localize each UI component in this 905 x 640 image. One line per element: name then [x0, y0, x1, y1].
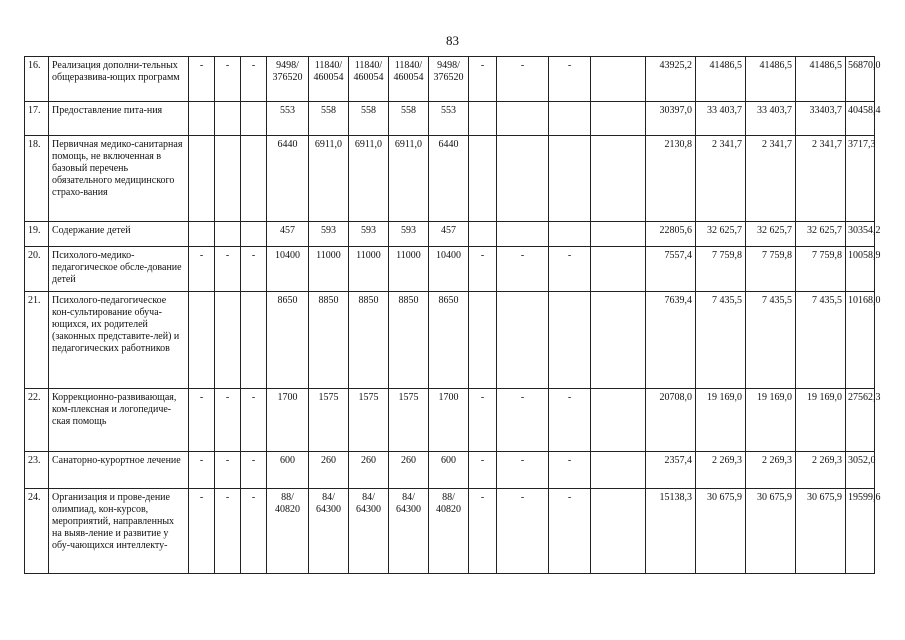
service-name: Реализация дополни-тельных общеразвива-ющих программ: [49, 57, 189, 102]
table-cell: 558: [389, 102, 429, 136]
table-cell: 260: [309, 452, 349, 489]
table-cell: [497, 136, 549, 222]
table-cell: 2 269,3: [746, 452, 796, 489]
table-cell: 600: [429, 452, 469, 489]
table-cell: 10400: [267, 247, 309, 292]
table-cell: 260: [349, 452, 389, 489]
table-cell: 33 403,7: [696, 102, 746, 136]
table-cell: 6911,0: [389, 136, 429, 222]
table-row: [25, 292, 875, 389]
table-row: [25, 136, 875, 222]
empty-cell: [591, 292, 646, 389]
table-cell: -: [215, 389, 241, 452]
table-cell: 593: [389, 222, 429, 247]
table-cell: 84/ 64300: [309, 489, 349, 574]
table-cell: -: [189, 452, 215, 489]
table-cell: 41486,5: [696, 57, 746, 102]
table-cell: 6911,0: [349, 136, 389, 222]
table-cell: [241, 136, 267, 222]
table-cell: [215, 136, 241, 222]
table-cell: 1575: [349, 389, 389, 452]
table-cell: 22805,6: [646, 222, 696, 247]
table-row: [25, 102, 875, 136]
table-cell: [241, 292, 267, 389]
table-cell: 2130,8: [646, 136, 696, 222]
service-name: Организация и прове-дение олимпиад, кон-курсов, мероприятий, направленных на выяв-ление и развитие у обу-чающихся интеллекту-: [49, 489, 189, 574]
table-cell: -: [469, 452, 497, 489]
table-cell: 7 435,5: [796, 292, 846, 389]
table-cell: -: [241, 452, 267, 489]
table-cell: [189, 102, 215, 136]
table-cell: [189, 222, 215, 247]
table-row: [25, 222, 875, 247]
table-cell: 30354,2: [846, 222, 875, 247]
budget-table: [24, 56, 881, 574]
table-cell: 593: [309, 222, 349, 247]
table-cell: -: [215, 247, 241, 292]
table-row: [25, 489, 875, 574]
table-cell: [215, 292, 241, 389]
table-cell: -: [469, 489, 497, 574]
table-cell: 2 341,7: [746, 136, 796, 222]
table-cell: 2 269,3: [796, 452, 846, 489]
row-number: 21.: [25, 292, 49, 389]
table-cell: 457: [429, 222, 469, 247]
table-cell: 260: [389, 452, 429, 489]
table-cell: [469, 292, 497, 389]
service-name: Первичная медико-санитарная помощь, не включенная в базовый перечень обязательного медицинского страхо-вания: [49, 136, 189, 222]
table-cell: 27562,3: [846, 389, 875, 452]
table-cell: [549, 222, 591, 247]
table-cell: [469, 222, 497, 247]
table-cell: 558: [349, 102, 389, 136]
table-cell: [189, 136, 215, 222]
row-number: 19.: [25, 222, 49, 247]
table-cell: -: [469, 57, 497, 102]
table-cell: [469, 102, 497, 136]
table-cell: [241, 222, 267, 247]
table-row: [25, 247, 875, 292]
table-cell: 84/ 64300: [389, 489, 429, 574]
table-cell: 10058,9: [846, 247, 875, 292]
table-cell: 10400: [429, 247, 469, 292]
table-cell: 7 759,8: [796, 247, 846, 292]
table-cell: -: [469, 389, 497, 452]
table-cell: 15138,3: [646, 489, 696, 574]
table-cell: 1575: [309, 389, 349, 452]
table-cell: 19 169,0: [746, 389, 796, 452]
table-cell: 56870,0: [846, 57, 875, 102]
table-cell: [241, 102, 267, 136]
table-cell: [215, 222, 241, 247]
table-cell: 88/ 40820: [429, 489, 469, 574]
table-cell: -: [241, 247, 267, 292]
table-cell: -: [469, 247, 497, 292]
table-cell: -: [215, 452, 241, 489]
empty-cell: [591, 247, 646, 292]
table-cell: 2357,4: [646, 452, 696, 489]
empty-cell: [591, 136, 646, 222]
table-cell: 32 625,7: [696, 222, 746, 247]
table-cell: 11000: [349, 247, 389, 292]
row-number: 16.: [25, 57, 49, 102]
table-cell: -: [549, 247, 591, 292]
row-number: 22.: [25, 389, 49, 452]
table-cell: 7557,4: [646, 247, 696, 292]
table-cell: 1700: [429, 389, 469, 452]
table-cell: -: [189, 247, 215, 292]
row-number: 20.: [25, 247, 49, 292]
table-cell: 33403,7: [796, 102, 846, 136]
table-cell: -: [189, 57, 215, 102]
table-cell: [497, 102, 549, 136]
table-cell: 32 625,7: [796, 222, 846, 247]
table-cell: 20708,0: [646, 389, 696, 452]
table-cell: [549, 102, 591, 136]
table-cell: 43925,2: [646, 57, 696, 102]
table-cell: -: [549, 489, 591, 574]
table-cell: -: [497, 389, 549, 452]
table-cell: 19 169,0: [796, 389, 846, 452]
table-cell: 33 403,7: [746, 102, 796, 136]
table-cell: 6440: [267, 136, 309, 222]
table-cell: 2 341,7: [796, 136, 846, 222]
table-cell: [549, 292, 591, 389]
table-row: [25, 452, 875, 489]
service-name: Психолого-медико-педагогическое обсле-дование детей: [49, 247, 189, 292]
row-number: 23.: [25, 452, 49, 489]
table-cell: 8850: [349, 292, 389, 389]
table-cell: 7 435,5: [696, 292, 746, 389]
table-cell: 84/ 64300: [349, 489, 389, 574]
table-cell: 7 759,8: [696, 247, 746, 292]
service-name: Предоставление пита-ния: [49, 102, 189, 136]
table-cell: 11000: [309, 247, 349, 292]
table-cell: 40458,4: [846, 102, 875, 136]
table-cell: 1575: [389, 389, 429, 452]
table-cell: -: [215, 489, 241, 574]
row-number: 18.: [25, 136, 49, 222]
table-cell: 600: [267, 452, 309, 489]
table-row: [25, 389, 875, 452]
table-cell: 30397,0: [646, 102, 696, 136]
table-cell: 88/ 40820: [267, 489, 309, 574]
table-cell: -: [189, 489, 215, 574]
table-cell: 19 169,0: [696, 389, 746, 452]
table-cell: [189, 292, 215, 389]
table-cell: 7 435,5: [746, 292, 796, 389]
page-number: 83: [446, 33, 459, 48]
table-cell: -: [215, 57, 241, 102]
table-cell: [469, 136, 497, 222]
table-cell: 6911,0: [309, 136, 349, 222]
service-name: Санаторно-курортное лечение: [49, 452, 189, 489]
table-cell: 41486,5: [746, 57, 796, 102]
service-name: Коррекционно-развивающая, ком-плексная и логопедиче-ская помощь: [49, 389, 189, 452]
table-cell: 6440: [429, 136, 469, 222]
table-cell: 593: [349, 222, 389, 247]
table-cell: -: [497, 57, 549, 102]
table-cell: 553: [267, 102, 309, 136]
table-cell: 7 759,8: [746, 247, 796, 292]
table-cell: -: [241, 57, 267, 102]
table-cell: 32 625,7: [746, 222, 796, 247]
table-cell: 553: [429, 102, 469, 136]
table-cell: 457: [267, 222, 309, 247]
table-cell: [215, 102, 241, 136]
table-cell: 8650: [267, 292, 309, 389]
table-cell: 10168,0: [846, 292, 875, 389]
table-cell: 41486,5: [796, 57, 846, 102]
table-cell: 9498/ 376520: [429, 57, 469, 102]
table-cell: 11840/ 460054: [309, 57, 349, 102]
table-cell: 1700: [267, 389, 309, 452]
empty-cell: [591, 389, 646, 452]
table-cell: [497, 222, 549, 247]
row-number: 24.: [25, 489, 49, 574]
table-cell: 558: [309, 102, 349, 136]
table-cell: 2 341,7: [696, 136, 746, 222]
table-cell: [497, 292, 549, 389]
empty-cell: [591, 452, 646, 489]
table-cell: -: [497, 247, 549, 292]
table-cell: 30 675,9: [696, 489, 746, 574]
table-cell: 30 675,9: [746, 489, 796, 574]
table-cell: -: [549, 57, 591, 102]
table-cell: 2 269,3: [696, 452, 746, 489]
empty-cell: [591, 489, 646, 574]
table-cell: 8850: [389, 292, 429, 389]
table-cell: -: [241, 489, 267, 574]
table-cell: 7639,4: [646, 292, 696, 389]
empty-cell: [591, 222, 646, 247]
table-cell: -: [549, 452, 591, 489]
empty-cell: [591, 57, 646, 102]
table-cell: 9498/ 376520: [267, 57, 309, 102]
table-cell: 11840/ 460054: [389, 57, 429, 102]
service-name: Содержание детей: [49, 222, 189, 247]
table-cell: 30 675,9: [796, 489, 846, 574]
table-cell: -: [241, 389, 267, 452]
table-cell: 19599,6: [846, 489, 875, 574]
empty-cell: [591, 102, 646, 136]
service-name: Психолого-педагогическое кон-сультирование обуча-ющихся, их родителей (законных представите-лей) и педагогических работников: [49, 292, 189, 389]
table-row: [25, 57, 875, 102]
table-cell: 3717,3: [846, 136, 875, 222]
table-cell: -: [549, 389, 591, 452]
table-cell: -: [497, 452, 549, 489]
row-number: 17.: [25, 102, 49, 136]
table-cell: -: [497, 489, 549, 574]
table-cell: 11000: [389, 247, 429, 292]
table-cell: 8650: [429, 292, 469, 389]
table-cell: [549, 136, 591, 222]
table-cell: 11840/ 460054: [349, 57, 389, 102]
table-cell: 3052,0: [846, 452, 875, 489]
table-cell: 8850: [309, 292, 349, 389]
table-cell: -: [189, 389, 215, 452]
